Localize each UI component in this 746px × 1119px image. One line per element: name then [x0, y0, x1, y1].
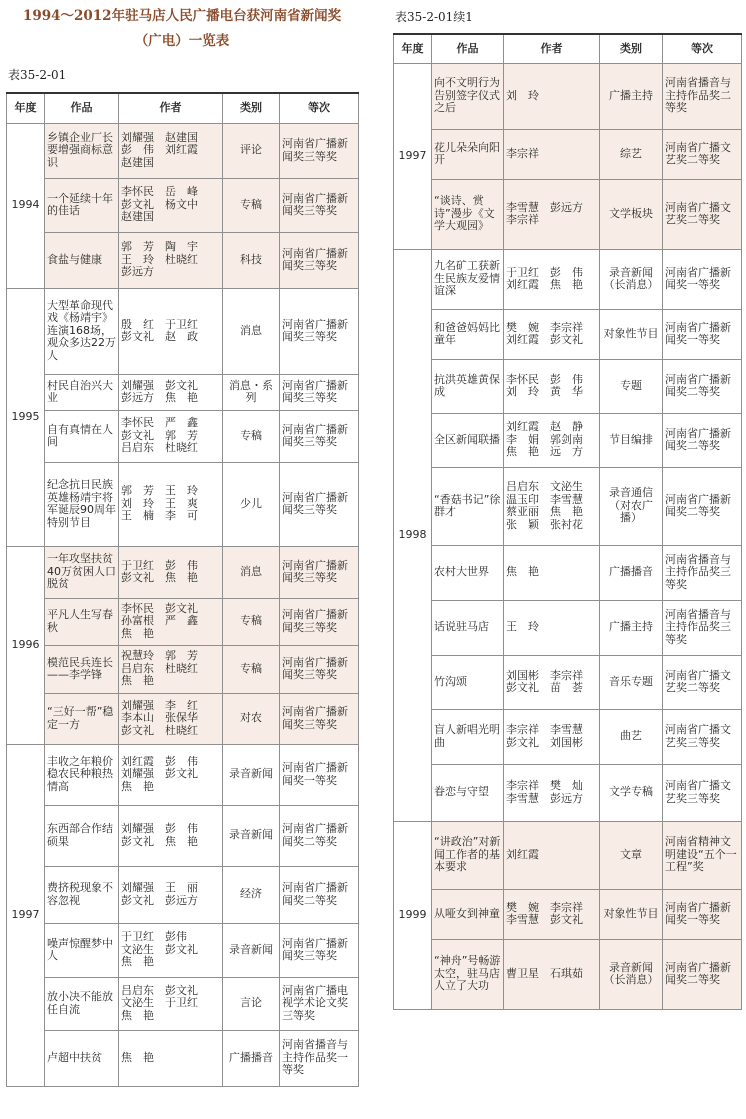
award-cell: 河南省广播新闻奖一等奖 [663, 249, 742, 309]
award-cell: 河南省广播新闻奖三等奖 [280, 598, 359, 645]
author-cell: 于卫红 彭 伟 刘红霞 焦 艳 [504, 249, 600, 309]
award-cell: 河南省广播新闻奖二等奖 [663, 413, 742, 467]
work-cell: 平凡人生写春秋 [45, 598, 119, 645]
table-row [7, 374, 359, 410]
table-row [394, 709, 742, 764]
work-cell: 向不文明行为告别签字仪式之后 [432, 63, 504, 129]
header-category: 类别 [223, 93, 280, 123]
work-cell: “神舟”号畅游太空，驻马店人立了大功 [432, 939, 504, 1009]
author-cell: 祝慧玲 郭 芳 吕启东 杜晓红 焦 艳 [119, 645, 223, 693]
category-cell: 曲艺 [600, 709, 663, 764]
award-cell: 河南省广播电视学术论文奖三等奖 [280, 977, 359, 1030]
work-cell: 噪声惊醒梦中人 [45, 923, 119, 977]
author-cell: 刘耀强 赵建国 彭 伟 刘红霞 赵建国 [119, 123, 223, 178]
award-cell: 河南省广播新闻奖三等奖 [280, 546, 359, 598]
award-cell: 河南省广播新闻奖一等奖 [663, 309, 742, 359]
author-cell: 李怀民 彭文礼 孙富根 严 鑫 焦 艳 [119, 598, 223, 645]
author-cell: 殷 红 于卫红 彭文礼 赵 政 [119, 288, 223, 374]
author-cell: 焦 艳 [504, 545, 600, 600]
award-cell: 河南省广播新闻奖二等奖 [663, 939, 742, 1009]
category-cell: 广播播音 [223, 1030, 280, 1086]
table-row [394, 600, 742, 655]
work-cell: 纪念抗日民族英雄杨靖宇将军诞辰90周年特别节目 [45, 462, 119, 546]
work-cell: 模范民兵连长——李学锋 [45, 645, 119, 693]
table-row [7, 232, 359, 288]
header-author: 作者 [119, 93, 223, 123]
author-cell: 吕启东 彭文礼 文泌生 于卫红 焦 艳 [119, 977, 223, 1030]
header-work: 作品 [432, 34, 504, 63]
category-cell: 经济 [223, 866, 280, 923]
table-row [394, 63, 742, 129]
category-cell: 对农 [223, 693, 280, 744]
table-label: 表35-2-01 [8, 68, 67, 82]
author-cell: 李宗祥 [504, 129, 600, 179]
work-cell: “谈诗、赏诗”漫步《文学大观园》 [432, 179, 504, 249]
award-cell: 河南省广播新闻奖二等奖 [280, 866, 359, 923]
table-row [394, 467, 742, 545]
table-row [394, 939, 742, 1009]
table-label-continued: 表35-2-01续1 [395, 10, 473, 24]
author-cell: 樊 婉 李宗祥 李雪慧 彭文礼 [504, 889, 600, 939]
work-cell: 话说驻马店 [432, 600, 504, 655]
author-cell: 吕启东 文泌生 温玉印 李雪慧 蔡亚丽 焦 艳 张 颖 张衬花 [504, 467, 600, 545]
work-cell: 眷恋与守望 [432, 764, 504, 821]
work-cell: 竹沟颂 [432, 655, 504, 709]
work-cell: 全区新闻联播 [432, 413, 504, 467]
author-cell: 李雪慧 彭远方 李宗祥 [504, 179, 600, 249]
author-cell: 曹卫星 石琪茹 [504, 939, 600, 1009]
table-row [7, 693, 359, 744]
award-cell: 河南省广播新闻奖三等奖 [280, 374, 359, 410]
year-cell: 1999 [394, 821, 432, 1009]
category-cell: 专稿 [223, 178, 280, 232]
category-cell: 消息 [223, 288, 280, 374]
table-row [7, 462, 359, 546]
category-cell: 录音新闻 [223, 744, 280, 805]
awards-table-right [393, 33, 742, 1010]
award-cell: 河南省广播新闻奖三等奖 [280, 410, 359, 462]
category-cell: 消息・系列 [223, 374, 280, 410]
header-award: 等次 [280, 93, 359, 123]
award-cell: 河南省广播新闻奖二等奖 [663, 467, 742, 545]
page-title-line2: （广电）一览表 [134, 33, 230, 49]
work-cell: 食盐与健康 [45, 232, 119, 288]
author-cell: 刘耀强 彭 伟 彭文礼 焦 艳 [119, 805, 223, 866]
author-cell: 郭 芳 陶 宇 王 玲 杜晓红 彭远方 [119, 232, 223, 288]
table-header-row [7, 93, 359, 123]
page-title-line1: 1994～2012年驻马店人民广播电台获河南省新闻奖 [22, 8, 342, 24]
category-cell: 录音新闻 [223, 805, 280, 866]
award-cell: 河南省广播文艺奖二等奖 [663, 655, 742, 709]
award-cell: 河南省播音与主持作品奖三等奖 [663, 600, 742, 655]
category-cell: 综艺 [600, 129, 663, 179]
table-row [394, 129, 742, 179]
award-cell: 河南省播音与主持作品奖一等奖 [280, 1030, 359, 1086]
award-cell: 河南省广播文艺奖三等奖 [663, 764, 742, 821]
work-cell: 大型革命现代戏《杨靖宇》连演168场，观众多达22万人 [45, 288, 119, 374]
award-cell: 河南省广播文艺奖三等奖 [663, 709, 742, 764]
header-category: 类别 [600, 34, 663, 63]
table-row [7, 546, 359, 598]
category-cell: 专稿 [223, 645, 280, 693]
work-cell: 卢超中扶贫 [45, 1030, 119, 1086]
category-cell: 专题 [600, 359, 663, 413]
award-cell: 河南省广播新闻奖二等奖 [280, 805, 359, 866]
table-row [394, 413, 742, 467]
category-cell: 节目编排 [600, 413, 663, 467]
category-cell: 对象性节目 [600, 309, 663, 359]
table-row [394, 359, 742, 413]
table-row [7, 288, 359, 374]
author-cell: 于卫红 彭伟 文泌生 彭文礼 焦 艳 [119, 923, 223, 977]
work-cell: 花儿朵朵向阳开 [432, 129, 504, 179]
table-row [7, 744, 359, 805]
table-row [394, 179, 742, 249]
header-author: 作者 [504, 34, 600, 63]
table-row [7, 123, 359, 178]
table-row [7, 923, 359, 977]
award-cell: 河南省广播文艺奖二等奖 [663, 179, 742, 249]
work-cell: “三好一帮”稳定一方 [45, 693, 119, 744]
work-cell: 村民自治兴大业 [45, 374, 119, 410]
author-cell: 李宗祥 樊 灿 李雪慧 彭远方 [504, 764, 600, 821]
author-cell: 焦 艳 [119, 1030, 223, 1086]
category-cell: 对象性节目 [600, 889, 663, 939]
award-cell: 河南省广播文艺奖二等奖 [663, 129, 742, 179]
author-cell: 王 玲 [504, 600, 600, 655]
category-cell: 广播主持 [600, 600, 663, 655]
work-cell: “香菇书记”徐群才 [432, 467, 504, 545]
header-work: 作品 [45, 93, 119, 123]
category-cell: 录音通信（对农广播） [600, 467, 663, 545]
author-cell: 樊 婉 李宗祥 刘红霞 彭文礼 [504, 309, 600, 359]
author-cell: 李怀民 岳 峰 彭文礼 杨文中 赵建国 [119, 178, 223, 232]
author-cell: 刘红霞 赵 静 李 娟 郭剑南 焦 艳 远 方 [504, 413, 600, 467]
year-cell: 1997 [7, 744, 45, 1086]
author-cell: 李宗祥 李雪慧 彭文礼 刘国彬 [504, 709, 600, 764]
work-cell: “讲政治”对新闻工作者的基本要求 [432, 821, 504, 889]
work-cell: 放小决不能放任自流 [45, 977, 119, 1030]
author-cell: 于卫红 彭 伟 彭文礼 焦 艳 [119, 546, 223, 598]
award-cell: 河南省广播新闻奖三等奖 [280, 123, 359, 178]
category-cell: 评论 [223, 123, 280, 178]
category-cell: 广播主持 [600, 63, 663, 129]
work-cell: 乡镇企业厂长要增强商标意识 [45, 123, 119, 178]
category-cell: 专稿 [223, 598, 280, 645]
award-cell: 河南省广播新闻奖一等奖 [280, 744, 359, 805]
category-cell: 音乐专题 [600, 655, 663, 709]
header-year: 年度 [394, 34, 432, 63]
year-cell: 1998 [394, 249, 432, 821]
work-cell: 九名矿工获新生民族友爱情谊深 [432, 249, 504, 309]
work-cell: 东西部合作结硕果 [45, 805, 119, 866]
table-row [7, 598, 359, 645]
category-cell: 少儿 [223, 462, 280, 546]
award-cell: 河南省广播新闻奖一等奖 [663, 889, 742, 939]
award-cell: 河南省广播新闻奖二等奖 [663, 359, 742, 413]
award-cell: 河南省广播新闻奖三等奖 [280, 288, 359, 374]
award-cell: 河南省广播新闻奖三等奖 [280, 178, 359, 232]
year-cell: 1995 [7, 288, 45, 546]
author-cell: 李怀民 严 鑫 彭文礼 郭 芳 吕启东 杜晓红 [119, 410, 223, 462]
author-cell: 郭 芳 王 玲 刘 玲 王 爽 王 楠 李 可 [119, 462, 223, 546]
author-cell: 刘国彬 李宗祥 彭文礼 苗 荟 [504, 655, 600, 709]
table-row [394, 309, 742, 359]
year-cell: 1994 [7, 123, 45, 288]
award-cell: 河南省播音与主持作品奖三等奖 [663, 545, 742, 600]
category-cell: 文章 [600, 821, 663, 889]
category-cell: 录音新闻 [223, 923, 280, 977]
table-row [394, 889, 742, 939]
award-cell: 河南省广播新闻奖三等奖 [280, 232, 359, 288]
work-cell: 自有真情在人间 [45, 410, 119, 462]
category-cell: 文学专稿 [600, 764, 663, 821]
work-cell: 从哑女到神童 [432, 889, 504, 939]
table-row [394, 249, 742, 309]
author-cell: 李怀民 彭 伟 刘 玲 黄 华 [504, 359, 600, 413]
category-cell: 言论 [223, 977, 280, 1030]
award-cell: 河南省广播新闻奖三等奖 [280, 923, 359, 977]
table-row [394, 545, 742, 600]
work-cell: 费挤税现象不容忽视 [45, 866, 119, 923]
header-award: 等次 [663, 34, 742, 63]
year-cell: 1997 [394, 63, 432, 249]
table-row [7, 410, 359, 462]
author-cell: 刘耀强 彭文礼 彭远方 焦 艳 [119, 374, 223, 410]
award-cell: 河南省播音与主持作品奖二等奖 [663, 63, 742, 129]
author-cell: 刘 玲 [504, 63, 600, 129]
header-year: 年度 [7, 93, 45, 123]
work-cell: 一年攻坚扶贫40万贫困人口脱贫 [45, 546, 119, 598]
category-cell: 科技 [223, 232, 280, 288]
table-row [7, 1030, 359, 1086]
table-row [394, 655, 742, 709]
year-cell: 1996 [7, 546, 45, 744]
category-cell: 录音新闻（长消息） [600, 939, 663, 1009]
category-cell: 录音新闻（长消息） [600, 249, 663, 309]
category-cell: 消息 [223, 546, 280, 598]
table-row [7, 178, 359, 232]
work-cell: 丰收之年粮价稳农民种粮热情高 [45, 744, 119, 805]
award-cell: 河南省广播新闻奖三等奖 [280, 645, 359, 693]
work-cell: 农村大世界 [432, 545, 504, 600]
category-cell: 广播播音 [600, 545, 663, 600]
category-cell: 文学板块 [600, 179, 663, 249]
author-cell: 刘耀强 李 红 李本山 张保华 彭文礼 杜晓红 [119, 693, 223, 744]
author-cell: 刘红霞 [504, 821, 600, 889]
award-cell: 河南省广播新闻奖三等奖 [280, 462, 359, 546]
table-row [7, 645, 359, 693]
work-cell: 一个延续十年的佳话 [45, 178, 119, 232]
work-cell: 抗洪英雄黄保成 [432, 359, 504, 413]
award-cell: 河南省广播新闻奖三等奖 [280, 693, 359, 744]
table-header-row [394, 34, 742, 63]
table-row [7, 866, 359, 923]
work-cell: 盲人新唱光明曲 [432, 709, 504, 764]
table-row [7, 805, 359, 866]
author-cell: 刘红霞 彭 伟 刘耀强 彭文礼 焦 艳 [119, 744, 223, 805]
awards-table-left [6, 92, 359, 1087]
category-cell: 专稿 [223, 410, 280, 462]
award-cell: 河南省精神文明建设“五个一工程”奖 [663, 821, 742, 889]
table-row [394, 821, 742, 889]
table-row [394, 764, 742, 821]
author-cell: 刘耀强 王 丽 彭文礼 彭远方 [119, 866, 223, 923]
work-cell: 和爸爸妈妈比童年 [432, 309, 504, 359]
table-row [7, 977, 359, 1030]
